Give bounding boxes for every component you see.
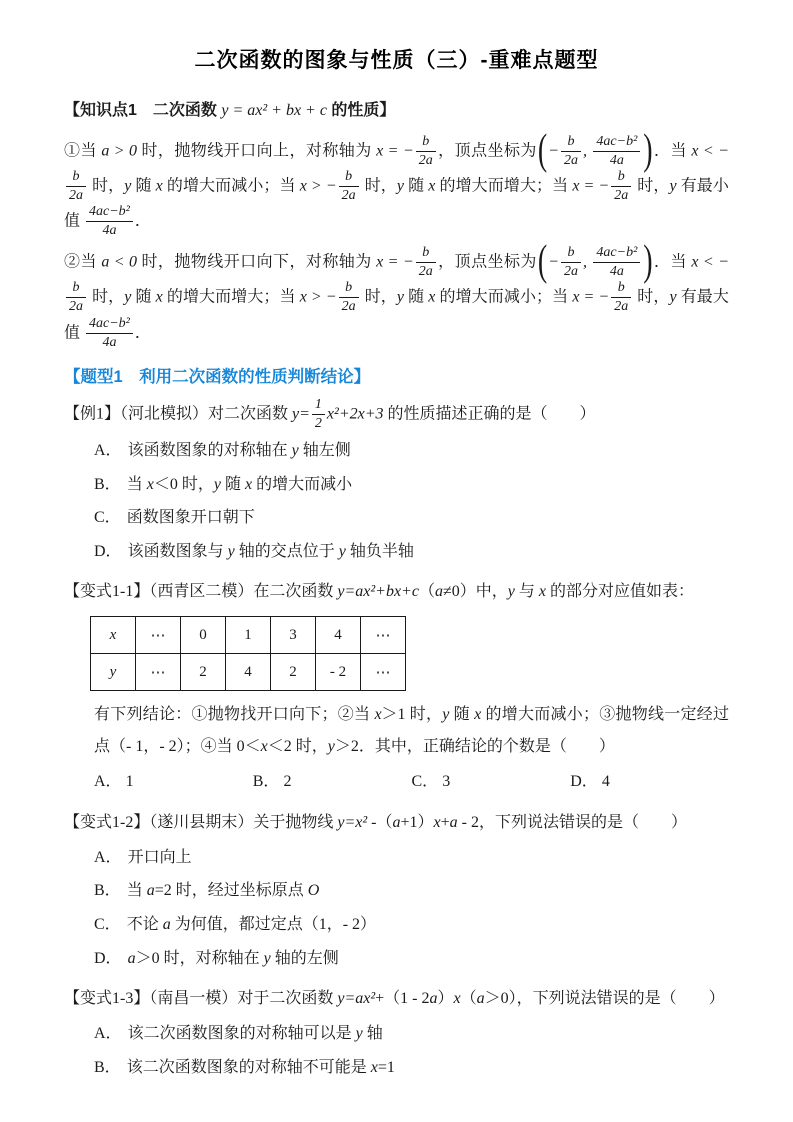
option-label: C． [94,916,121,934]
variant11-answer-row [94,765,729,799]
example1-option-c [94,501,729,535]
answer-value: 2 [283,773,292,791]
option-text: 当 x＜0 时，y 随 x 的增大而减小 [126,475,353,493]
option-label: A． [94,848,122,866]
example1-stem: 【例1】（河北模拟）对二次函数 y= $\frac{1}{2}$ x²+2x+3 的性质描述正确的是（ ） [64,396,596,431]
page-title: 二次函数的图象与性质（三）-重难点题型 [194,49,599,72]
option-label: C． [94,509,121,527]
option-text: 该二次函数图象的对称轴可以是 y 轴 [127,1025,383,1043]
table-cell: 1 [226,617,271,654]
option-text: 该函数图象与 y 轴的交点位于 y 轴负半轴 [127,542,414,560]
table-cell: y [91,654,136,691]
table-cell: ⋯ [361,617,406,654]
answer-item-a: A． 1 [94,773,134,791]
kp-paragraph-1: ①当 a > 0 时，抛物线开口向上，对称轴为 x = − $\frac{b}{2a}$ ，顶点坐标为(− $\frac{b}{2a}$ , $\frac{\text{4ac−b²}}{4a}$ )．当 x < − $\frac{b}{2a}$ 时，y 随 x 的增大而减小；当 x > − $\frac{b}{2a}$ 时，y 随 x 的增大而增大；当 x = − $\frac{b}{2a}$ 时，y 有最小值 $\frac{\text{4ac−b²}}{4a}$ ． [64,126,729,239]
table-cell: 4 [316,617,361,654]
example1-option-b [94,468,729,502]
option-label: B． [94,1058,121,1076]
table-cell: ⋯ [361,654,406,691]
variant13-option-b [94,1051,729,1085]
variant11-stem: 【变式1-1】（西青区二模）在二次函数 y=ax²+bx+c（a≠0）中，y 与 x 的部分对应值如表： [64,583,694,601]
values-table [90,616,406,691]
option-text: 当 a=2 时，经过坐标原点 O [126,882,320,900]
table-cell: 3 [271,617,316,654]
option-label: A． [94,1025,122,1043]
example1-option-a [94,434,729,468]
knowledge-point-heading: 【知识点1 二次函数 y = ax² + bx + c 的性质】 [64,102,396,119]
option-label: B． [94,475,121,493]
table-cell: 2 [271,654,316,691]
table-cell: ⋯ [136,617,181,654]
variant11-conclusions: 有下列结论：①抛物找开口向下；②当 x＞1 时，y 随 x 的增大而减小；③抛物线一定经过点（- 1，- 2）；④当 0＜x＜2 时，y＞2．其中，正确结论的个数是（ ） [94,706,729,756]
variant12-option-b [94,874,729,908]
option-label: B． [94,882,121,900]
example1-option-d [94,535,729,569]
variant12-stem: 【变式1-2】（遂川县期末）关于抛物线 y=x² -（a+1）x+a - 2，下列说法错误的是（ ） [64,813,687,831]
answer-item-d: D． 4 [570,773,610,791]
option-text: 不论 a 为何值，都过定点（1，- 2） [126,916,377,934]
option-label: D． [94,949,122,967]
answer-item-b: B． 2 [252,773,292,791]
table-cell: 2 [181,654,226,691]
table-cell: 0 [181,617,226,654]
variant13-stem: 【变式1-3】（南昌一模）对于二次函数 y=ax²+（1 - 2a）x（a＞0），下列说法错误的是（ ） [64,990,725,1008]
variant12-option-a [94,841,729,875]
option-label: D． [94,542,122,560]
answer-value: 4 [601,773,610,791]
option-text: a＞0 时，对称轴在 y 轴的左侧 [127,949,339,967]
table-row-x [91,617,406,654]
topic-heading: 【题型1 利用二次函数的性质判断结论】 [64,367,371,386]
table-cell: 4 [226,654,271,691]
table-row-y [91,654,406,691]
option-text: 开口向上 [127,848,192,866]
variant12-option-c [94,908,729,942]
option-text: 函数图象开口朝下 [126,509,255,527]
variant12-option-d [94,942,729,976]
option-text: 该二次函数图象的对称轴不可能是 x=1 [126,1058,395,1076]
option-text: 该函数图象的对称轴在 y 轴左侧 [127,441,351,459]
answer-value: 1 [125,773,134,791]
table-cell: - 2 [316,654,361,691]
option-label: A． [94,441,122,459]
answer-item-c: C． 3 [411,773,451,791]
answer-value: 3 [442,773,451,791]
table-cell: x [91,617,136,654]
kp-paragraph-2: ②当 a < 0 时，抛物线开口向下，对称轴为 x = − $\frac{b}{2a}$ ，顶点坐标为(− $\frac{b}{2a}$ , $\frac{\text{4ac−b²}}{4a}$ )．当 x < − $\frac{b}{2a}$ 时，y 随 x 的增大而增大；当 x > − $\frac{b}{2a}$ 时，y 随 x 的增大而减小；当 x = − $\frac{b}{2a}$ 时，y 有最大值 $\frac{\text{4ac−b²}}{4a}$ ． [64,237,729,350]
table-cell: ⋯ [136,654,181,691]
variant13-option-a [94,1017,729,1051]
